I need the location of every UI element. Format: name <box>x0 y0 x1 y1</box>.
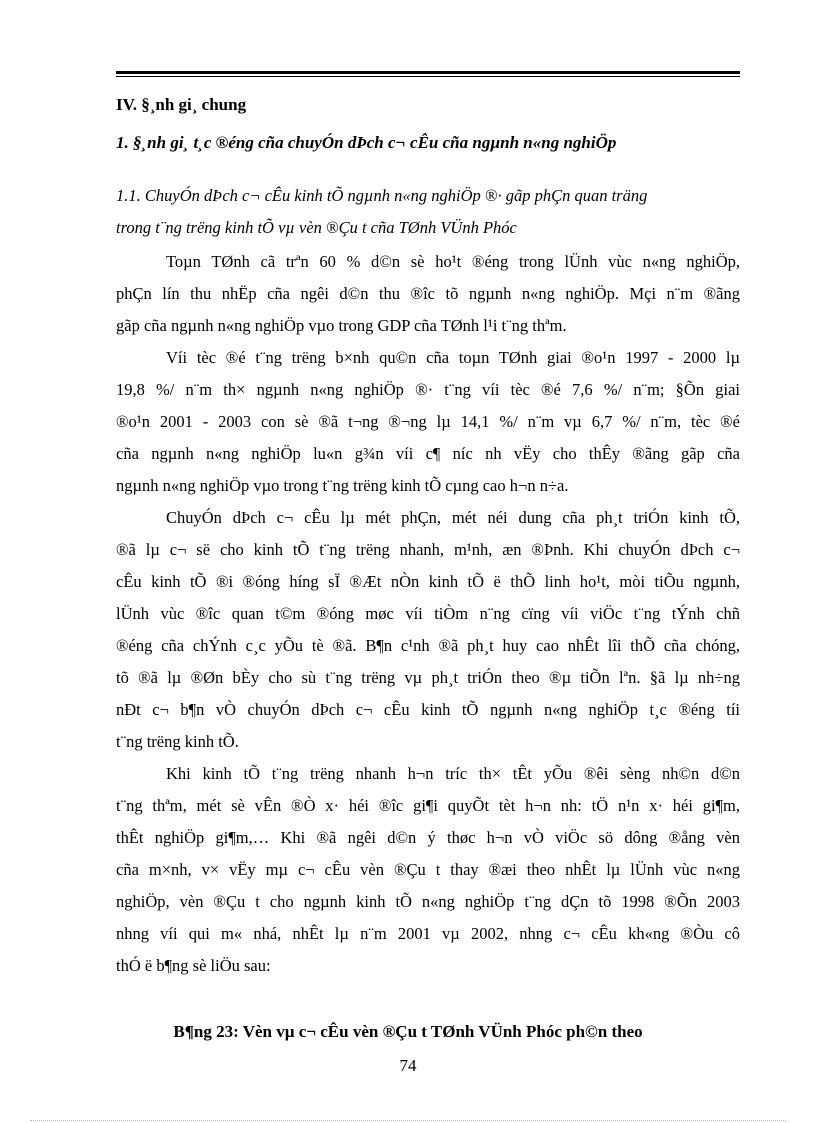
paragraph-4 <box>116 758 740 982</box>
paragraph-line: ®éng cña chÝnh c¸c yÕu tè ®ã. B¶n c¹nh ®ã ph¸t huy cao nhÊt lîi thÕ cña chóng, <box>116 636 740 655</box>
header-rule-thin <box>116 76 740 77</box>
section-heading: IV. §¸nh gi¸ chung <box>116 95 247 114</box>
paragraph-line: Khi kinh tÕ t¨ng trëng nhanh h¬n tríc th× tÊt yÕu ®êi sèng nh©n d©n <box>166 764 740 783</box>
paragraph-line: Toµn TØnh cã trªn 60 % d©n sè ho¹t ®éng trong lÜnh vùc n«ng nghiÖp, <box>166 252 740 271</box>
paragraph-2 <box>116 342 740 502</box>
paragraph-line: thÊt nghiÖp gi¶m,… Khi ®ã ngêi d©n ý thøc h¬n vÒ viÖc sö dông ®ång vèn <box>116 828 740 847</box>
paragraph-line: phÇn lín thu nhËp cña ngêi d©n thu ®îc tõ ngµnh n«ng nghiÖp. Mçi n¨m ®ãng <box>116 284 740 303</box>
paragraph-1 <box>116 246 740 342</box>
paragraph-line: cña ngµnh n«ng nghiÖp lu«n g¾n víi c¶ níc nh vËy cho thÊy ®ãng gãp cña <box>116 444 740 463</box>
paragraph-line: gãp cña ngµnh n«ng nghiÖp vµo trong GDP cña TØnh l¹i t¨ng thªm. <box>116 316 567 335</box>
page-number: 74 <box>399 1056 417 1075</box>
paragraph-line: ®ã lµ c¬ së cho kinh tÕ t¨ng trëng nhanh, m¹nh, æn ®Þnh. Khi chuyÓn dÞch c¬ <box>116 540 740 559</box>
page-bottom-dotted-border <box>30 1120 786 1121</box>
paragraph-line: cña m×nh, v× vËy mµ c¬ cÊu vèn ®Çu t thay ®æi theo nhÊt lµ lÜnh vùc n«ng <box>116 860 740 879</box>
paragraph-line: Víi tèc ®é t¨ng trëng b×nh qu©n cña toµn TØnh giai ®o¹n 1997 - 2000 lµ <box>166 348 740 367</box>
paragraph-3 <box>116 502 740 758</box>
subsubsection-heading-line: trong t¨ng trëng kinh tÕ vµ vèn ®Çu t cña TØnh VÜnh Phóc <box>116 218 517 237</box>
paragraph-line: t¨ng thªm, mét sè vÊn ®Ò x· héi ®îc gi¶i quyÕt tèt h¬n nh: tÖ n¹n x· héi gi¶m, <box>116 796 740 815</box>
paragraph-line: nghiÖp, vèn ®Çu t cho ngµnh kinh tÕ n«ng nghiÖp t¨ng dÇn tõ 1998 ®Õn 2003 <box>116 892 740 911</box>
paragraph-line: tõ ®ã lµ ®Øn bÈy cho sù t¨ng trëng vµ ph¸t triÓn theo ®µ tiÕn lªn. §ã lµ nh÷ng <box>116 668 740 687</box>
paragraph-line: lÜnh vùc ®îc quan t©m ®óng møc víi tiÒm n¨ng cïng víi viÖc t¨ng tÝnh chñ <box>116 604 740 623</box>
subsubsection-heading-line: 1.1. ChuyÓn dÞch c¬ cÊu kinh tÕ ngµnh n«ng nghiÖp ®· gãp phÇn quan träng <box>116 186 648 205</box>
paragraph-line: ChuyÓn dÞch c¬ cÊu lµ mét phÇn, mét néi dung cña ph¸t triÓn kinh tÕ, <box>166 508 740 527</box>
paragraph-line: cÊu kinh tÕ ®i ®óng híng sÏ ®Æt nÒn kinh tÕ ë thÕ linh ho¹t, mòi tiÕu ngµnh, <box>116 572 740 591</box>
header-rule-thick <box>116 71 740 74</box>
paragraph-line: thÓ ë b¶ng sè liÖu sau: <box>116 956 271 975</box>
paragraph-line: 19,8 %/ n¨m th× ngµnh n«ng nghiÖp ®· t¨ng víi tèc ®é 7,6 %/ n¨m; §Õn giai <box>116 380 740 399</box>
paragraph-line: ®o¹n 2001 - 2003 con sè ®ã t¬ng ®¬ng lµ 14,1 %/ n¨m vµ 6,7 %/ n¨m, tèc ®é <box>116 412 740 431</box>
subsubsection-heading <box>116 180 647 244</box>
paragraph-line: t¨ng trëng kinh tÕ. <box>116 732 239 751</box>
paragraph-line: ngµnh n«ng nghiÖp vµo trong t¨ng trëng kinh tÕ cµng cao h¬n n÷a. <box>116 476 569 495</box>
table-caption: B¶ng 23: Vèn vµ c¬ cÊu vèn ®Çu t TØnh VÜnh Phóc ph©n theo <box>173 1022 643 1041</box>
subsection-heading: 1. §¸nh gi¸ t¸c ®éng cña chuyÓn dÞch c¬ cÊu cña ngµnh n«ng nghiÖp <box>116 133 617 152</box>
paragraph-line: nÐt c¬ b¶n vÒ chuyÓn dÞch c¬ cÊu kinh tÕ ngµnh n«ng nghiÖp t¸c ®éng tíi <box>116 700 740 719</box>
paragraph-line: nhng víi qui m« nhá, nhÊt lµ n¨m 2001 vµ 2002, nhng c¬ cÊu kh«ng ®Òu cô <box>116 924 740 943</box>
